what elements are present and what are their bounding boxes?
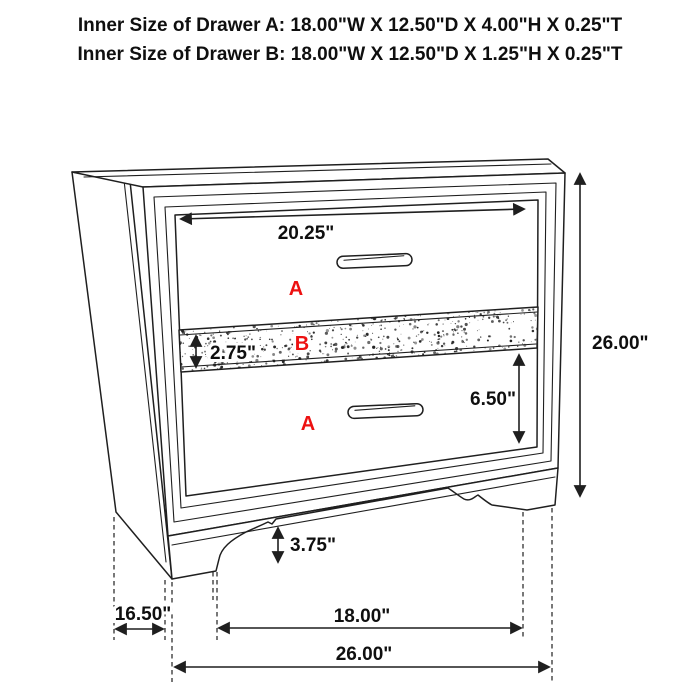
dim-label-overall-height: 26.00": [592, 333, 649, 354]
label-drawer-a-bottom: A: [300, 413, 316, 435]
header: [77, 15, 622, 65]
dim-label-feet-span: 18.00": [333, 606, 391, 627]
dim-label-side-depth: 16.50": [114, 604, 172, 625]
cabinet-drawing: [72, 159, 565, 579]
bottom-drawer-handle: [348, 403, 423, 418]
dim-label-bottom-drawer-height: 6.50": [470, 389, 516, 410]
label-drawer-b: B: [294, 333, 310, 355]
dim-label-overall-width: 26.00": [335, 644, 393, 665]
top-drawer-handle: [337, 253, 412, 268]
dim-label-inner-width: 20.25": [277, 223, 335, 244]
dim-label-drawer-b-height: 2.75": [210, 343, 256, 364]
dim-label-leg-height: 3.75": [290, 535, 336, 556]
header-line-2: Inner Size of Drawer B: 18.00"W X 12.50"D X 1.25"H X 0.25"T: [77, 44, 623, 65]
header-line-1: Inner Size of Drawer A: 18.00"W X 12.50"D X 4.00"H X 0.25"T: [77, 15, 623, 36]
label-drawer-a-top: A: [288, 278, 304, 300]
